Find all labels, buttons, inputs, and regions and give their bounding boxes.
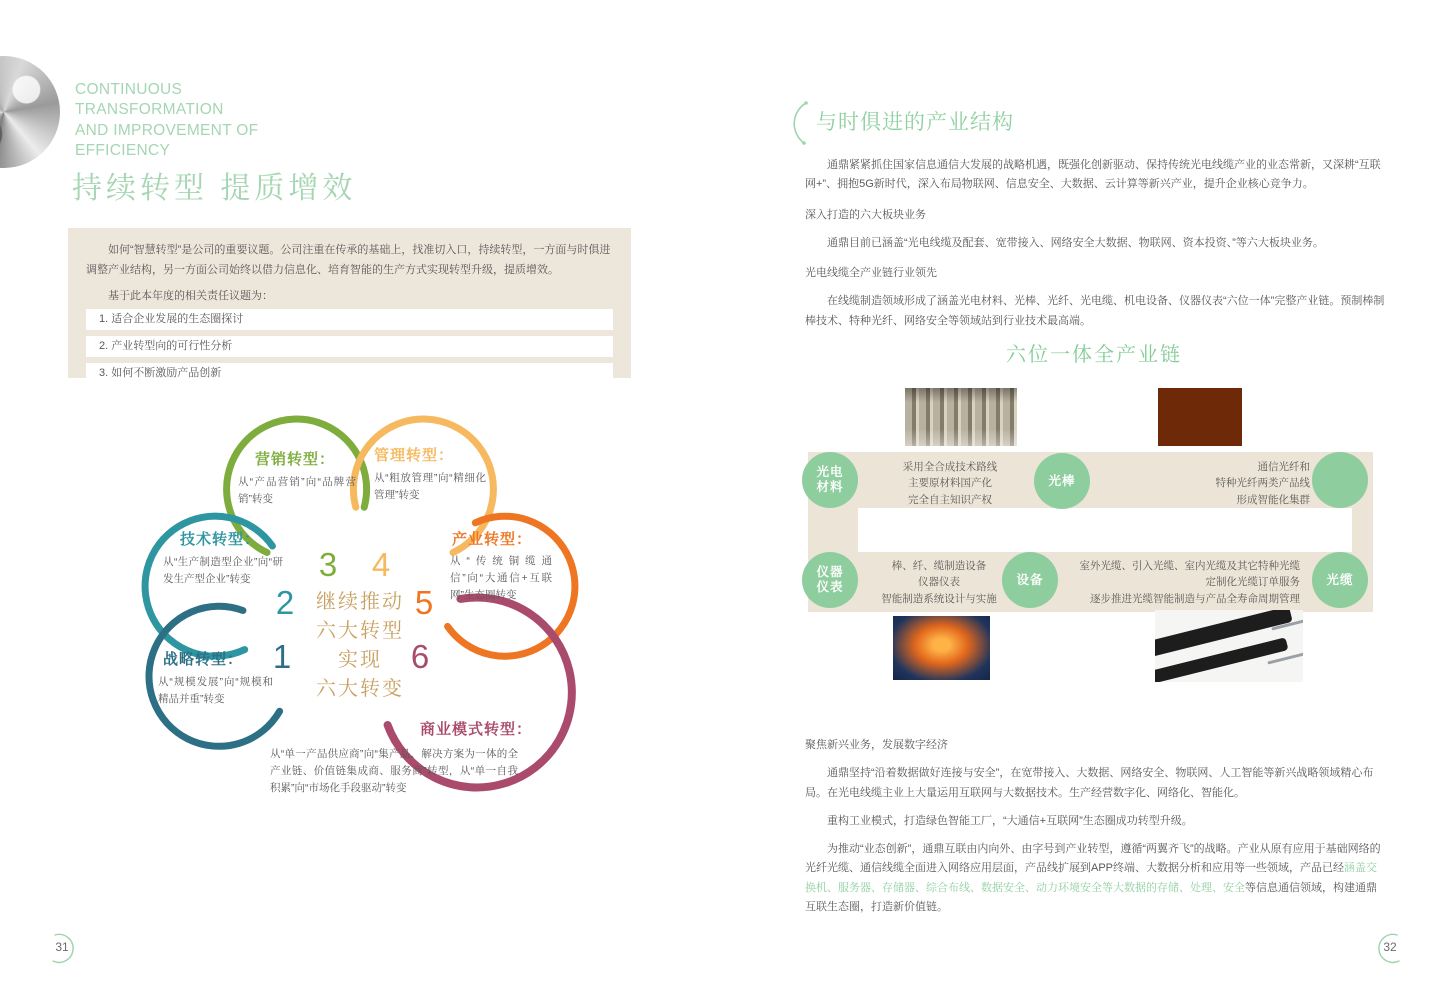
paragraph-with-highlight [805,840,1387,917]
chain-text-line: 完全自主知识产权 [908,493,992,506]
ring-number-1: 1 [272,638,292,675]
paragraph: 通鼎坚持“沿着数据做好连接与安全”，在宽带接入、大数据、网络安全、物联网、人工智能等新兴战略领域精心布局。在光电线缆主业上大量运用互联网与大数据技术。生产经营数字化、网络化、智能化。 [805,767,1374,799]
node-label-line: 仪器 [816,565,844,579]
subheading: 深入打造的六大板块业务 [805,208,926,221]
petal-title-technology: 技术转型： [180,531,261,548]
node-label-line: 光电 [816,465,844,479]
ring-number-6: 6 [410,638,430,675]
intro-paragraph: 如何“智慧转型”是公司的重要议题。公司注重在传承的基础上，找准切入口，持续转型，一方面与时俱进调整产业结构，另一方面公司始终以借力信息化、培育智能的生产方式实现转型升级，提质增效。 [86,244,611,276]
chain-text-line: 主要原材料国产化 [908,477,992,490]
english-title [75,80,345,162]
section-bracket-icon [786,98,812,148]
chain-text-line: 采用全合成技术路线 [902,461,998,473]
body-text-top [805,156,1387,340]
diagram-center-text [298,588,422,704]
decorative-corner-photo [0,56,60,168]
paragraph: 在线缆制造领域形成了涵盖光电材料、光棒、光纤、光电缆、机电设备、仪器仪表“六位一体”完整产业链。预制棒制棒技术、特种光纤、网络安全等领域站到行业技术最高端。 [805,295,1385,327]
node-label-line: 材料 [816,480,844,494]
chain-text-fiber [1150,459,1310,508]
english-title-line: AND IMPROVEMENT OF [75,121,259,139]
chain-node-materials [802,452,858,508]
chain-node-instruments [802,552,858,608]
chain-text-materials [868,459,1032,508]
petal-desc-management: 从“粗放管理”向“精细化管理”转变 [374,472,486,501]
topic-item: 3. 如何不断激励产品创新 [86,363,613,384]
subheading: 聚焦新兴业务，发展数字经济 [805,739,948,751]
topic-item: 2. 产业转型向的可行性分析 [86,336,613,357]
body-text-bottom [805,736,1387,926]
paragraph: 重构工业模式，打造绿色智能工厂，“大通信+互联网”生态圈成功转型升级。 [827,814,1193,827]
paragraph: 通鼎目前已涵盖“光电线缆及配套、宽带接入、网络安全大数据、物联网、资本投资、”等六大板块业务。 [827,236,1324,249]
paragraph-segment: 为推动“业态创新”，通鼎互联由内向外、由字号到产业转型，遵循“两翼齐飞”的战略。产业从原有应用于基础网络的光纤光缆、通信线缆全面进入网络应用层面，产品线扩展到APP终端、大数据分析和应用等一些领域，产品已经 [805,843,1381,875]
chain-text-line: 形成智能化集群 [1236,493,1310,506]
page-number-text: 31 [55,940,69,954]
chain-diagram-title: 六位一体全产业链 [1006,344,1182,366]
page-number-right [1372,930,1408,966]
chain-text-line: 棒、纤、缆制造设备 [891,560,987,572]
ring-number-5: 5 [414,584,434,621]
chain-node-blank [1312,452,1368,508]
section-header [786,98,1014,148]
photo-optical-cables [1155,610,1303,682]
node-label-line: 光棒 [1048,473,1076,488]
node-label-line: 光缆 [1326,572,1354,587]
highlighted-products-text: 涵盖交换机、服务器、存储器、综合布线、数据安全、动力环境安全等大数据的存储、处理、安全 [805,862,1378,894]
center-line: 六大转变 [316,678,404,700]
chain-node-cable [1312,552,1368,608]
petal-title-strategy: 战略转型： [163,651,244,668]
chain-text-line: 室外光缆、引入光缆、室内光缆及其它特种光缆 [1079,560,1300,572]
english-title-line: TRANSFORMATION [75,101,224,119]
section-title: 与时俱进的产业结构 [816,111,1014,134]
center-line: 实现 [338,649,382,671]
petal-title-business-model: 商业模式转型： [420,721,533,738]
english-title-line: EFFICIENCY [75,142,171,160]
ring-number-3: 3 [318,546,338,583]
chain-node-preform [1034,453,1090,509]
paragraph-segment: 等信息通信领域，构建通鼎互联生态圈，打造新价值链。 [805,881,1377,913]
petal-desc-marketing: 从“产品营销”向“品牌营销”转变 [238,476,356,505]
band-window [858,508,1352,552]
petal-desc-business-model: 从“单一产品供应商”向“集产品、解决方案为一体的全产业链、价值链集成商、服务商”转型，从“单一自我积累”向“市场化手段驱动”转变 [270,748,518,794]
center-line: 继续推动 [316,591,404,613]
chain-text-instruments [863,558,1015,607]
center-line: 六大转型 [316,620,404,642]
petal-desc-technology: 从“生产制造型企业”向“研发生产型企业”转变 [163,556,283,585]
node-label-line: 仪表 [816,580,844,594]
petal-title-industry: 产业转型： [452,531,533,548]
photo-fiber-drawing-furnace [893,616,990,680]
intro-lead: 基于此本年度的相关责任议题为： [108,289,273,302]
petal-desc-strategy: 从“规模发展”向“规模和精品并重”转变 [158,676,273,705]
chain-node-equipment [1002,552,1058,608]
intro-box [68,228,631,378]
chain-text-line: 仪器仪表 [918,576,960,589]
node-label-line: 设备 [1016,572,1044,587]
english-title-line: CONTINUOUS [75,81,183,98]
chain-text-cables [1068,558,1300,607]
subheading: 光电线缆全产业链行业领先 [805,267,937,279]
paragraph: 通鼎紧紧抓住国家信息通信大发展的战略机遇，既强化创新驱动、保持传统光电线缆产业的业态常新，又深耕“互联网+”、拥抱5G新时代，深入布局物联网、信息安全、大数据、云计算等新兴产业，提升企业核心竞争力。 [805,159,1381,191]
page-title: 持续转型 提质增效 [72,172,357,205]
chain-text-line: 特种光纤两类产品线 [1215,477,1310,490]
ring-number-4: 4 [371,546,391,583]
photo-fiber-spool-warehouse [905,388,1017,446]
petal-title-marketing: 营销转型： [255,451,336,468]
topic-item: 1. 适合企业发展的生态圈探讨 [86,309,613,330]
photo-preform-heating [1158,388,1242,446]
page-number-left [44,930,80,966]
chain-text-line: 通信光纤和 [1257,461,1310,473]
ring-number-2: 2 [275,584,295,621]
chain-text-line: 智能制造系统设计与实施 [881,592,997,605]
chain-text-line: 逐步推进光缆智能制造与产品全寿命周期管理 [1090,592,1300,605]
petal-title-management: 管理转型： [374,447,455,464]
chain-text-line: 定制化光缆订单服务 [1205,576,1300,589]
page-number-text: 32 [1383,940,1397,954]
petal-desc-industry: 从“传统铜缆通信”向“大通信+互联网”生态圈转变 [450,555,552,601]
